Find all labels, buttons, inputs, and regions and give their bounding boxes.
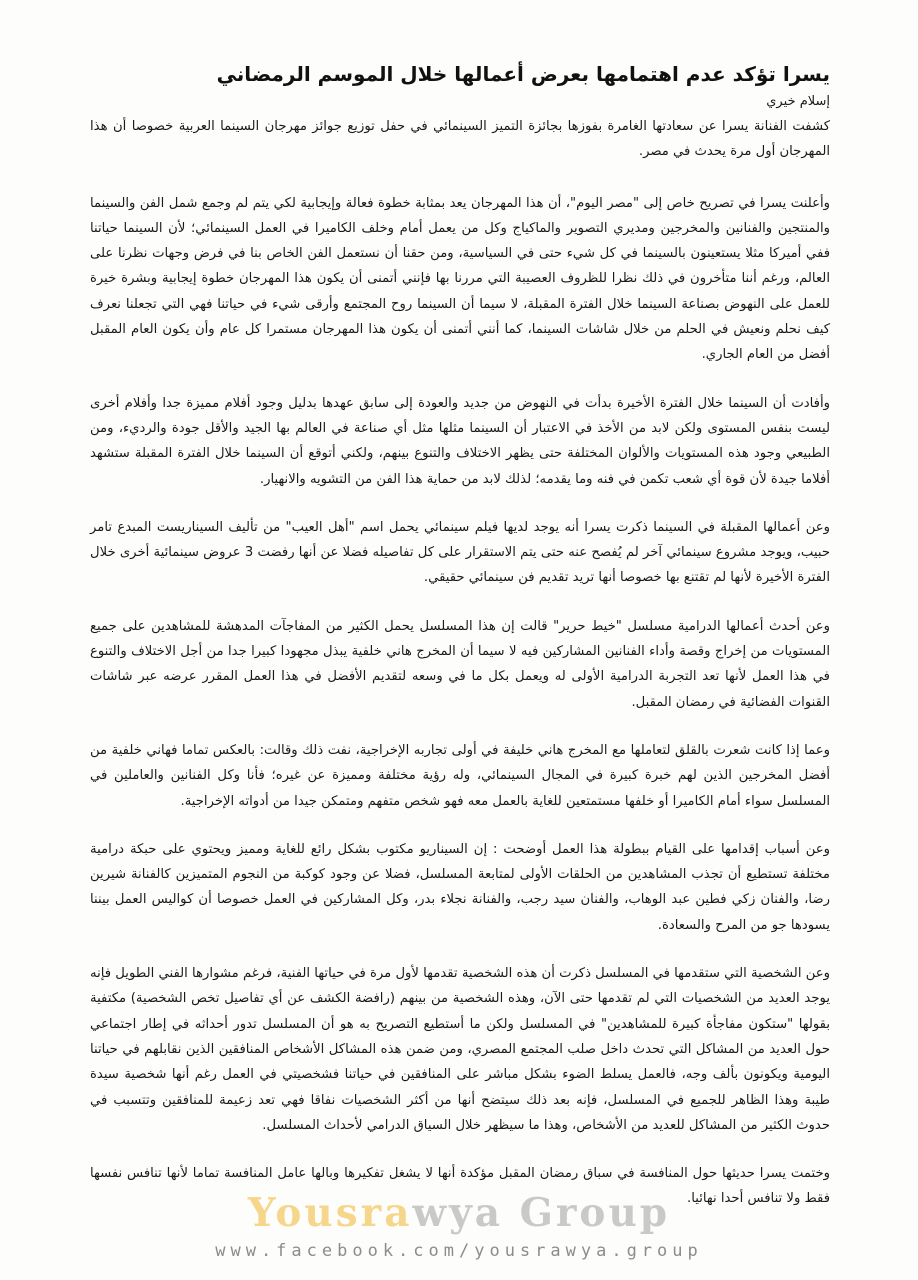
brand-logo-text — [0, 1188, 918, 1238]
article-paragraph: وعن الشخصية التي ستقدمها في المسلسل ذكرت أن هذه الشخصية تقدمها لأول مرة في حياتها الفنية، فرغم مشوارها الفني الطويل فإنه يوجد العديد من الشخصيات التي لم تقدمها حتى الآن، وهذه الشخصية من بينهم (رافضة الكشف عن أي تفاصيل تخص الشخصية) مكتفية بقولها "ستكون مفاجأة كبيرة للمشاهدين" في المسلسل ولكن ما أستطيع التصريح به هو أن المسلسل تدور أحداثه في إطار اجتماعي حول العديد من المشاكل التي تحدث داخل صلب المجتمع المصري، ومن ضمن هذه المشاكل الأشخاص المنافقين الذين نقابلهم في حياتنا اليومية ويكونون بألف وجه، فالعمل يسلط الضوء بشكل مباشر على المنافقين في حياتنا فشخصيتي في العمل رغم أنها شخصية سيدة طيبة وهذا الظاهر للجميع في المسلسل، فإنه بعد ذلك سيتضح أنها من أكثر الشخصيات نفاقا فهي تعد زعيمة للمنافقين وتتسبب في حدوث الكثير من المشاكل للعديد من الأشخاص، وهذا ما سيظهر خلال السياق الدرامي لأحداث المسلسل. — [90, 966, 830, 1133]
article-paragraph: وعما إذا كانت شعرت بالقلق لتعاملها مع المخرج هاني خليفة في أولى تجاربه الإخراجية، نفت ذلك وقالت: بالعكس تماما فهاني خلفية من أفضل المخرجين الذين لهم خبرة كبيرة في المجال السينمائي، وله رؤية مختلفة ومميزة عن غيره؛ فأنا وكل الفنانين والعاملين في المسلسل سواء أمام الكاميرا أو خلفها مستمتعين للغاية بالعمل معه فهو شخص متفهم ومتمكن جيدا من أدواته الإخراجية. — [90, 742, 830, 809]
brand-name-part1: Yousra — [247, 1190, 413, 1236]
article-paragraph: وختمت يسرا حديثها حول المنافسة في سباق رمضان المقبل مؤكدة أنها لا يشغل تفكيرها وبالها عامل المنافسة تماما لأنها تنافس نفسها فقط ولا تنافس أحدا نهائيا. — [90, 1166, 830, 1207]
article-body — [90, 58, 830, 1235]
article-author: إسلام خيري — [766, 94, 830, 109]
article-paragraph: كشفت الفنانة يسرا عن سعادتها الغامرة بفوزها بجائزة التميز السينمائي في حفل توزيع جوائز مهرجان السينما العربية خصوصا أن هذا المهرجان أول مرة يحدث في مصر. — [90, 119, 830, 160]
article-paragraph: وأعلنت يسرا في تصريح خاص إلى "مصر اليوم"، أن هذا المهرجان يعد بمثابة خطوة فعالة وإيجابية لكي يتم لم وجمع شمل الفن والسينما والمنتجين والفنانين والمخرجين ومديري التصوير والماكياج وكل من يعمل أمام وخلف الكاميرا في العمل السينمائي؛ لأن السينما حياتنا ففي أميركا مثلا يستعينون بالسينما في كل شيء حتى في السياسية، ومن حقنا أن نستعمل الفن الخاص بنا في فرض وجهات نظرنا على العالم، ورغم أننا متأخرون في ذلك نظرا للظروف العصيبة التي مررنا بها فإنني أتمنى أن يكون هذا المهرجان خطوة إيجابية وبشرة خيرة للعمل على النهوض بصناعة السينما خلال الفترة المقبلة، لا سيما أن السينما روح المجتمع وأرقى شيء في حياتنا فهي التي تجعلنا نعرف كيف نحلم ونعيش في الحلم من خلال شاشات السينما، كما أنني أتمنى أن يكون هذا المهرجان مستمرا كل عام وأن يكون العام المقبل أفضل من العام الجاري. — [90, 195, 830, 363]
article-paragraph: وعن أسباب إقدامها على القيام ببطولة هذا العمل أوضحت : إن السيناريو مكتوب بشكل رائع للغاية ومميز ويحتوي على حبكة درامية مختلفة تستطيع أن تجذب المشاهدين من الحلقات الأولى لمتابعة المسلسل، فضلا عن وجود كوكبة من النجوم المتميزين كالفنانة شيرين رضا، والفنان زكي فطين عبد الوهاب، والفنان سيد رجب، والفنانة نجلاء بدر، وكل المشاركين في العمل خصوصا أن كواليس العمل بيننا يسودها جو من المرح والسعادة. — [90, 841, 830, 933]
article-paragraph: وعن أحدث أعمالها الدرامية مسلسل "خيط حرير" قالت إن هذا المسلسل يحمل الكثير من المفاجآت المدهشة للمشاهدين على جميع المستويات من إخراج وقصة وأداء الفنانين المشاركين فيه لا سيما أن المخرج هاني خلفية يبذل مجهودا كبيرا جدا من أجل الاختلاف والتنوع في هذا العمل لأنها تعد التجربة الدرامية الأولى له ويعمل بكل ما في وسعه لتقديم الأفضل في هذا العمل المقرر عرضه عبر شاشات القنوات الفضائية في رمضان المقبل. — [90, 618, 830, 710]
article-paragraph: وعن أعمالها المقبلة في السينما ذكرت يسرا أنه يوجد لديها فيلم سينمائي يحمل اسم "أهل العيب" من تأليف السيناريست المبدع تامر حبيب، ويوجد مشروع سينمائي آخر لم يُفصح عنه حتى يتم الاستقرار على كل تفاصيله فضلا عن أنها رفضت 3 عروض سينمائية أخرى خلال الفترة الأخيرة لأنها لم تقتنع بها خصوصا أنها تريد تقديم فن سينمائي حقيقي. — [90, 519, 830, 586]
brand-name-part2: wya Group — [412, 1190, 671, 1236]
facebook-link[interactable]: www.facebook.com/yousrawya.group — [215, 1241, 703, 1261]
article-paragraph: وأفادت أن السينما خلال الفترة الأخيرة بدأت في النهوض من جديد والعودة إلى سابق عهدها بدليل وجود أفلام مميزة جدا وأفلام أخرى ليست بنفس المستوى ولكن لابد من الأخذ في الاعتبار أن السينما مثلها مثل أي صناعة في العالم بها الجيد والأقل جودة والرديء، ومن الطبيعي وجود هذه المستويات والألوان المختلفة حتى يظهر الاختلاف والتنوع بينهم، ولكني أتوقع أن السينما خلال الفترة المقبلة ستشهد أفلاما جيدة لأن قوة أي شعب تكمن في فنه وما يقدمه؛ لذلك لابد من حماية هذا الفن من التشويه والانهيار. — [90, 395, 830, 487]
watermark-footer — [0, 1188, 918, 1264]
article-headline: يسرا تؤكد عدم اهتمامها بعرض أعمالها خلال الموسم الرمضاني — [216, 62, 830, 86]
